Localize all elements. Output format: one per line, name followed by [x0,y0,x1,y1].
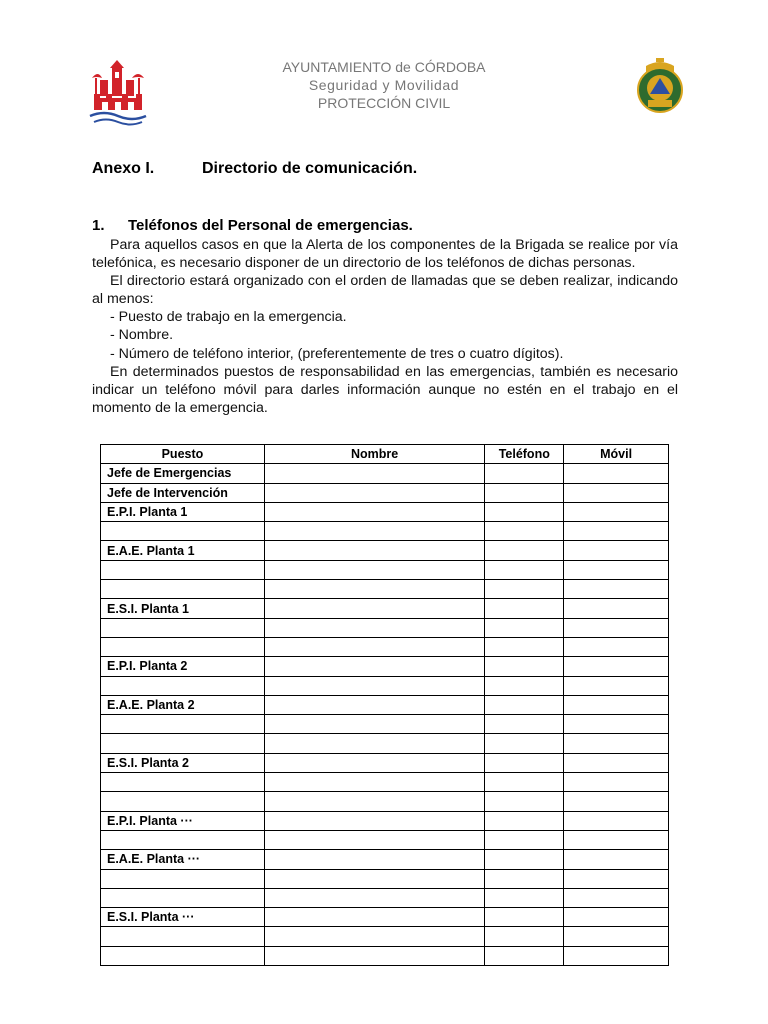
list-item: - Número de teléfono interior, (preferentemente de tres o cuatro dígitos). [110,345,564,362]
cell-telefono [485,830,564,849]
cell-nombre [264,753,484,772]
table-row [101,908,669,927]
cell-movil [564,637,669,656]
cell-telefono [485,927,564,946]
cell-puesto [101,560,265,579]
cell-puesto [101,773,265,792]
cell-puesto: E.S.I. Planta ··· [101,908,265,927]
cell-puesto [101,927,265,946]
cell-movil [564,888,669,907]
directory-table [100,444,669,966]
table-row [101,773,669,792]
cell-movil [564,580,669,599]
cell-nombre [264,599,484,618]
section-title: Teléfonos del Personal de emergencias. [128,217,413,234]
cell-puesto [101,522,265,541]
cell-puesto [101,869,265,888]
cell-puesto [101,830,265,849]
table-row [101,541,669,560]
cell-telefono [485,618,564,637]
cell-telefono [485,695,564,714]
table-row [101,483,669,502]
header-line-3: PROTECCIÓN CIVIL [317,95,451,111]
cell-nombre [264,850,484,869]
table-row [101,888,669,907]
cell-movil [564,773,669,792]
paragraph: Para aquellos casos en que la Alerta de los componentes de la Brigada se realice por vía telefónica, es necesario disponer de un directorio de los teléfonos de dichas personas. [92,237,678,272]
cell-puesto [101,618,265,637]
cell-puesto [101,946,265,965]
cell-nombre [264,773,484,792]
header-line-1: AYUNTAMIENTO de CÓRDOBA [282,59,486,75]
cell-puesto: E.A.E. Planta 2 [101,695,265,714]
table-row [101,580,669,599]
cell-nombre [264,522,484,541]
cell-movil [564,657,669,676]
cell-puesto: E.A.E. Planta 1 [101,541,265,560]
cell-movil [564,946,669,965]
cell-movil [564,502,669,521]
table-row [101,522,669,541]
cell-movil [564,734,669,753]
section-heading [92,217,413,234]
cell-nombre [264,676,484,695]
cell-puesto [101,580,265,599]
cell-puesto [101,637,265,656]
cell-puesto: E.P.I. Planta ··· [101,811,265,830]
cell-movil [564,618,669,637]
section-body [92,236,678,417]
cell-movil [564,927,669,946]
cell-nombre [264,927,484,946]
cell-telefono [485,657,564,676]
cell-nombre [264,734,484,753]
cell-nombre [264,483,484,502]
cell-nombre [264,888,484,907]
cell-puesto: E.S.I. Planta 1 [101,599,265,618]
annex-label: Anexo I. [92,160,155,177]
cell-movil [564,753,669,772]
cell-nombre [264,715,484,734]
table-row [101,792,669,811]
proteccion-civil-badge-logo [632,56,688,118]
cell-telefono [485,637,564,656]
column-header-movil: Móvil [564,445,669,464]
table-row [101,599,669,618]
cell-nombre [264,502,484,521]
cell-nombre [264,618,484,637]
table-row [101,464,669,483]
paragraph: En determinados puestos de responsabilidad en las emergencias, también es necesario indicar un teléfono móvil para darles información aunque no estén en el trabajo en el momento de la emergencia. [92,363,678,416]
cell-movil [564,715,669,734]
cell-movil [564,869,669,888]
cell-telefono [485,850,564,869]
cell-movil [564,541,669,560]
cell-telefono [485,946,564,965]
header-line-2: Seguridad y Movilidad [308,77,460,93]
table-row [101,695,669,714]
cell-puesto: E.S.I. Planta 2 [101,753,265,772]
column-header-nombre: Nombre [264,445,484,464]
cell-nombre [264,869,484,888]
cell-telefono [485,676,564,695]
cell-puesto [101,792,265,811]
cell-movil [564,908,669,927]
cell-telefono [485,580,564,599]
table-row [101,830,669,849]
cell-telefono [485,773,564,792]
cell-nombre [264,560,484,579]
table-row [101,502,669,521]
cell-telefono [485,502,564,521]
cell-telefono [485,483,564,502]
cell-puesto: E.A.E. Planta ··· [101,850,265,869]
cell-puesto: Jefe de Emergencias [101,464,265,483]
table-row [101,637,669,656]
table-row [101,734,669,753]
cell-telefono [485,560,564,579]
cell-nombre [264,657,484,676]
cell-telefono [485,811,564,830]
table-row [101,946,669,965]
cell-movil [564,695,669,714]
cell-telefono [485,599,564,618]
cell-puesto [101,888,265,907]
cell-telefono [485,753,564,772]
cell-puesto [101,734,265,753]
cell-movil [564,599,669,618]
cell-nombre [264,637,484,656]
cell-puesto: E.P.I. Planta 1 [101,502,265,521]
cell-puesto: Jefe de Intervención [101,483,265,502]
cell-nombre [264,946,484,965]
cell-telefono [485,522,564,541]
cell-movil [564,850,669,869]
directory-table-body [101,464,669,966]
list-item: - Puesto de trabajo en la emergencia. [110,309,347,326]
cell-telefono [485,869,564,888]
cell-movil [564,522,669,541]
cell-movil [564,792,669,811]
column-header-telefono: Teléfono [485,445,564,464]
column-header-puesto: Puesto [101,445,265,464]
cell-telefono [485,792,564,811]
annex-title: Directorio de comunicación. [202,160,418,177]
cell-movil [564,483,669,502]
table-row [101,715,669,734]
cell-nombre [264,811,484,830]
cell-nombre [264,792,484,811]
cell-nombre [264,464,484,483]
cell-puesto [101,715,265,734]
cell-telefono [485,464,564,483]
annex-heading [92,160,418,178]
table-header-row [101,445,669,464]
cell-telefono [485,541,564,560]
cell-puesto [101,676,265,695]
cell-telefono [485,908,564,927]
cell-movil [564,464,669,483]
table-row [101,657,669,676]
list-item: - Nombre. [110,327,174,344]
table-row [101,753,669,772]
cell-telefono [485,734,564,753]
cell-nombre [264,541,484,560]
table-row [101,811,669,830]
table-row [101,869,669,888]
table-row [101,618,669,637]
cell-telefono [485,715,564,734]
cell-puesto: E.P.I. Planta 2 [101,657,265,676]
cell-nombre [264,908,484,927]
cell-nombre [264,695,484,714]
paragraph: El directorio estará organizado con el orden de llamadas que se deben realizar, indicando al menos: [92,273,678,308]
cell-movil [564,676,669,695]
table-row [101,850,669,869]
cell-movil [564,811,669,830]
cell-nombre [264,830,484,849]
cell-movil [564,830,669,849]
table-row [101,676,669,695]
table-row [101,927,669,946]
cell-nombre [264,580,484,599]
table-row [101,560,669,579]
cell-movil [564,560,669,579]
section-number: 1. [92,217,105,234]
cell-telefono [485,888,564,907]
